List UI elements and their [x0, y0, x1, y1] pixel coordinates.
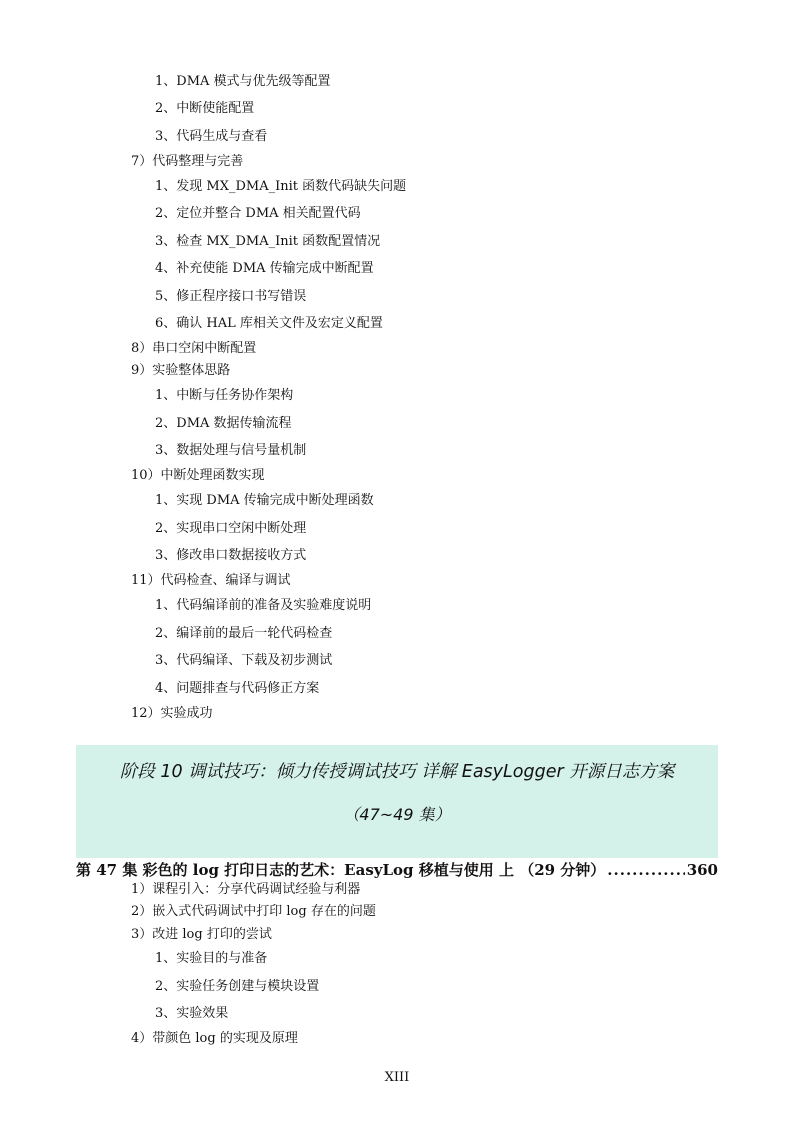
toc-item: 3、代码编译、下载及初步测试: [155, 653, 333, 668]
toc-item: 4、补充使能 DMA 传输完成中断配置: [155, 261, 374, 276]
episode-title: 第 47 集 彩色的 log 打印日志的艺术：EasyLog 移植与使用 上 （29 分钟）: [76, 861, 606, 879]
toc-item: 2、编译前的最后一轮代码检查: [155, 626, 333, 641]
toc-item: 2、实验任务创建与模块设置: [155, 979, 320, 994]
toc-item: 3、修改串口数据接收方式: [155, 548, 307, 563]
episode-page-number: 360: [686, 861, 718, 879]
toc-section: 12）实验成功: [131, 706, 213, 721]
toc-item: 1、发现 MX_DMA_Init 函数代码缺失问题: [155, 179, 407, 194]
toc-item: 1、实现 DMA 传输完成中断处理函数: [155, 493, 374, 508]
toc-section: 10）中断处理函数实现: [131, 468, 265, 483]
toc-item: 2、中断使能配置: [155, 101, 255, 116]
toc-item: 1、DMA 模式与优先级等配置: [155, 74, 331, 89]
stage-title: 阶段 10 调试技巧：倾力传授调试技巧 详解 EasyLogger 开源日志方案: [119, 762, 675, 782]
toc-item: 3、实验效果: [155, 1006, 229, 1021]
toc-item: 3、代码生成与查看: [155, 129, 268, 144]
toc-section: 1）课程引入：分享代码调试经验与利器: [131, 882, 361, 897]
toc-item: 6、确认 HAL 库相关文件及宏定义配置: [155, 316, 383, 331]
leader-dots: [607, 860, 684, 880]
toc-section: 3）改进 log 打印的尝试: [131, 927, 272, 942]
toc-section: 8）串口空闲中断配置: [131, 341, 257, 356]
episode-heading[interactable]: [76, 860, 718, 880]
toc-item: 1、中断与任务协作架构: [155, 388, 294, 403]
toc-item: 1、代码编译前的准备及实验难度说明: [155, 598, 372, 613]
toc-item: 3、检查 MX_DMA_Init 函数配置情况: [155, 234, 381, 249]
toc-item: 2、DMA 数据传输流程: [155, 416, 292, 431]
toc-section: 4）带颜色 log 的实现及原理: [131, 1031, 298, 1046]
stage-banner: [76, 745, 718, 858]
page-number-footer: XIII: [384, 1070, 410, 1085]
toc-item: 2、定位并整合 DMA 相关配置代码: [155, 206, 361, 221]
toc-item: 2、实现串口空闲中断处理: [155, 521, 307, 536]
stage-subtitle: （47~49 集）: [343, 805, 451, 824]
toc-item: 1、实验目的与准备: [155, 951, 268, 966]
toc-item: 4、问题排查与代码修正方案: [155, 681, 320, 696]
toc-section: 2）嵌入式代码调试中打印 log 存在的问题: [131, 904, 376, 919]
toc-item: 3、数据处理与信号量机制: [155, 443, 307, 458]
toc-section: 7）代码整理与完善: [131, 154, 244, 169]
toc-section: 11）代码检查、编译与调试: [131, 573, 291, 588]
toc-section: 9）实验整体思路: [131, 363, 231, 378]
toc-item: 5、修正程序接口书写错误: [155, 289, 307, 304]
